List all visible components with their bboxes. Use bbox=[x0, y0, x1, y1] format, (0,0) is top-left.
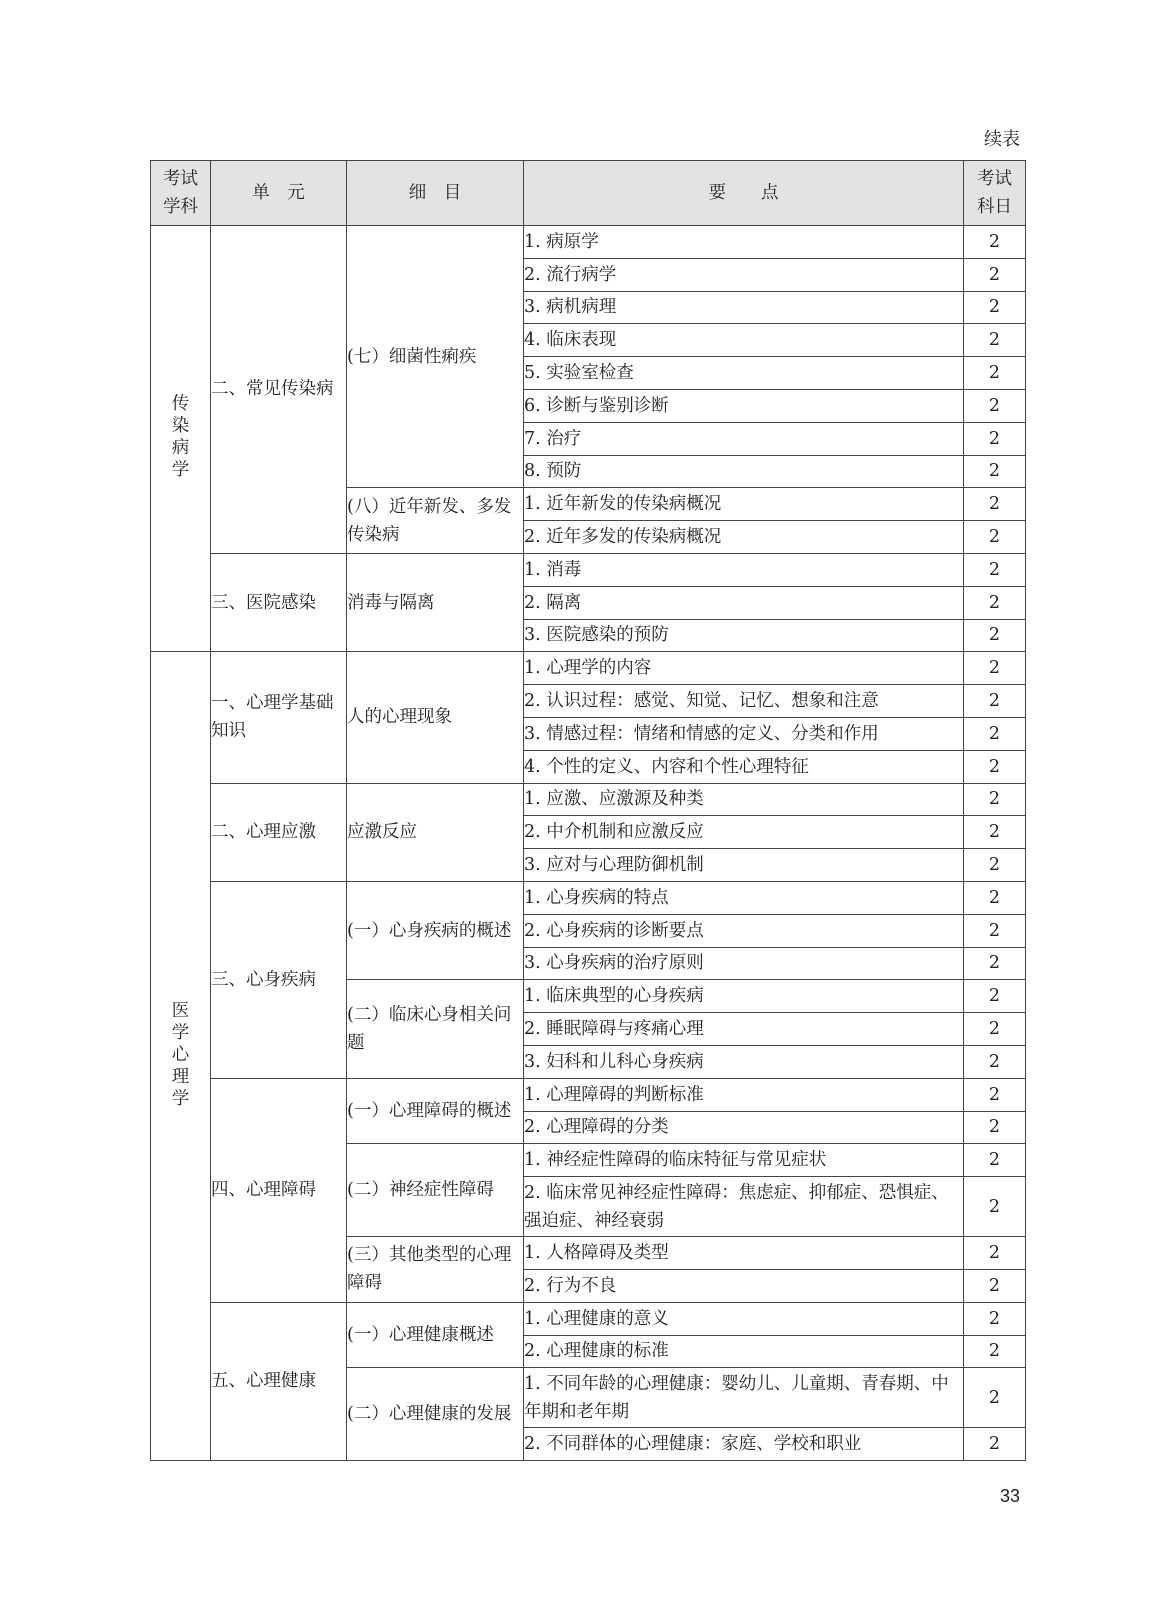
point-cell: 1. 心理学的内容 bbox=[524, 652, 964, 685]
table-row bbox=[151, 1302, 1026, 1335]
subject-cell bbox=[151, 652, 211, 1461]
point-cell: 2. 心理障碍的分类 bbox=[524, 1111, 964, 1144]
exam-day-cell: 2 bbox=[964, 553, 1026, 586]
point-cell: 1. 近年新发的传染病概况 bbox=[524, 488, 964, 521]
exam-day-cell: 2 bbox=[964, 422, 1026, 455]
exam-day-cell: 2 bbox=[964, 226, 1026, 259]
exam-day-cell: 2 bbox=[964, 586, 1026, 619]
exam-day-cell: 2 bbox=[964, 1078, 1026, 1111]
exam-day-cell: 2 bbox=[964, 1237, 1026, 1270]
table-row bbox=[151, 226, 1026, 259]
point-cell: 5. 实验室检查 bbox=[524, 357, 964, 390]
exam-day-cell: 2 bbox=[964, 1177, 1026, 1237]
point-cell: 2. 不同群体的心理健康：家庭、学校和职业 bbox=[524, 1428, 964, 1461]
exam-day-cell: 2 bbox=[964, 357, 1026, 390]
point-cell: 4. 临床表现 bbox=[524, 324, 964, 357]
exam-day-cell: 2 bbox=[964, 1144, 1026, 1177]
point-cell: 8. 预防 bbox=[524, 455, 964, 488]
point-cell: 2. 心理健康的标准 bbox=[524, 1335, 964, 1368]
exam-day-cell: 2 bbox=[964, 947, 1026, 980]
table-body bbox=[151, 226, 1026, 1461]
exam-day-cell: 2 bbox=[964, 849, 1026, 882]
detail-cell: 人的心理现象 bbox=[347, 652, 524, 783]
point-cell: 4. 个性的定义、内容和个性心理特征 bbox=[524, 750, 964, 783]
exam-day-cell: 2 bbox=[964, 980, 1026, 1013]
unit-cell: 三、医院感染 bbox=[211, 553, 347, 651]
detail-cell: (七）细菌性痢疾 bbox=[347, 226, 524, 488]
point-cell: 2. 睡眠障碍与疼痛心理 bbox=[524, 1013, 964, 1046]
point-cell: 2. 临床常见神经症性障碍：焦虑症、抑郁症、恐惧症、强迫症、神经衰弱 bbox=[524, 1177, 964, 1237]
header-subject: 考试学科 bbox=[151, 161, 211, 226]
point-cell: 1. 心身疾病的特点 bbox=[524, 881, 964, 914]
point-cell: 1. 人格障碍及类型 bbox=[524, 1237, 964, 1270]
point-cell: 2. 近年多发的传染病概况 bbox=[524, 521, 964, 554]
syllabus-table bbox=[150, 160, 1026, 1461]
point-cell: 3. 病机病理 bbox=[524, 291, 964, 324]
exam-day-cell: 2 bbox=[964, 291, 1026, 324]
point-cell: 1. 消毒 bbox=[524, 553, 964, 586]
detail-cell: 消毒与隔离 bbox=[347, 553, 524, 651]
point-cell: 1. 不同年龄的心理健康：婴幼儿、儿童期、青春期、中年期和老年期 bbox=[524, 1368, 964, 1428]
subject-cell bbox=[151, 226, 211, 652]
exam-day-cell: 2 bbox=[964, 1111, 1026, 1144]
exam-day-cell: 2 bbox=[964, 914, 1026, 947]
page-number: 33 bbox=[999, 1486, 1020, 1506]
point-cell: 1. 心理健康的意义 bbox=[524, 1302, 964, 1335]
exam-day-cell: 2 bbox=[964, 1269, 1026, 1302]
point-cell: 3. 医院感染的预防 bbox=[524, 619, 964, 652]
exam-day-cell: 2 bbox=[964, 1013, 1026, 1046]
detail-cell: 应激反应 bbox=[347, 783, 524, 881]
exam-day-cell: 2 bbox=[964, 1335, 1026, 1368]
point-cell: 1. 临床典型的心身疾病 bbox=[524, 980, 964, 1013]
table-row bbox=[151, 783, 1026, 816]
point-cell: 2. 行为不良 bbox=[524, 1269, 964, 1302]
point-cell: 1. 应激、应激源及种类 bbox=[524, 783, 964, 816]
table-header-row bbox=[151, 161, 1026, 226]
table-row bbox=[151, 881, 1026, 914]
exam-day-cell: 2 bbox=[964, 455, 1026, 488]
point-cell: 3. 心身疾病的治疗原则 bbox=[524, 947, 964, 980]
point-cell: 3. 应对与心理防御机制 bbox=[524, 849, 964, 882]
exam-day-cell: 2 bbox=[964, 488, 1026, 521]
unit-cell: 四、心理障碍 bbox=[211, 1078, 347, 1302]
exam-day-cell: 2 bbox=[964, 389, 1026, 422]
point-cell: 3. 情感过程：情绪和情感的定义、分类和作用 bbox=[524, 717, 964, 750]
point-cell: 1. 心理障碍的判断标准 bbox=[524, 1078, 964, 1111]
unit-cell: 一、心理学基础知识 bbox=[211, 652, 347, 783]
table-row bbox=[151, 553, 1026, 586]
unit-cell: 二、心理应激 bbox=[211, 783, 347, 881]
exam-day-cell: 2 bbox=[964, 258, 1026, 291]
detail-cell: (一）心身疾病的概述 bbox=[347, 881, 524, 979]
detail-cell: (二）心理健康的发展 bbox=[347, 1368, 524, 1461]
header-day: 考试科日 bbox=[964, 161, 1026, 226]
exam-day-cell: 2 bbox=[964, 816, 1026, 849]
point-cell: 1. 病原学 bbox=[524, 226, 964, 259]
exam-day-cell: 2 bbox=[964, 685, 1026, 718]
exam-day-cell: 2 bbox=[964, 1368, 1026, 1428]
point-cell: 7. 治疗 bbox=[524, 422, 964, 455]
header-unit: 单 元 bbox=[211, 161, 347, 226]
exam-day-cell: 2 bbox=[964, 324, 1026, 357]
point-cell: 3. 妇科和儿科心身疾病 bbox=[524, 1045, 964, 1078]
exam-day-cell: 2 bbox=[964, 750, 1026, 783]
header-point: 要 点 bbox=[524, 161, 964, 226]
detail-cell: (三）其他类型的心理障碍 bbox=[347, 1237, 524, 1303]
detail-cell: (二）神经症性障碍 bbox=[347, 1144, 524, 1237]
table-row bbox=[151, 1078, 1026, 1111]
unit-cell: 五、心理健康 bbox=[211, 1302, 347, 1460]
point-cell: 2. 心身疾病的诊断要点 bbox=[524, 914, 964, 947]
exam-day-cell: 2 bbox=[964, 1428, 1026, 1461]
exam-day-cell: 2 bbox=[964, 619, 1026, 652]
exam-day-cell: 2 bbox=[964, 881, 1026, 914]
exam-day-cell: 2 bbox=[964, 717, 1026, 750]
exam-day-cell: 2 bbox=[964, 521, 1026, 554]
point-cell: 1. 神经症性障碍的临床特征与常见症状 bbox=[524, 1144, 964, 1177]
unit-cell: 二、常见传染病 bbox=[211, 226, 347, 554]
exam-day-cell: 2 bbox=[964, 783, 1026, 816]
point-cell: 2. 流行病学 bbox=[524, 258, 964, 291]
table-row bbox=[151, 652, 1026, 685]
point-cell: 6. 诊断与鉴别诊断 bbox=[524, 389, 964, 422]
point-cell: 2. 认识过程：感觉、知觉、记忆、想象和注意 bbox=[524, 685, 964, 718]
detail-cell: (一）心理健康概述 bbox=[347, 1302, 524, 1368]
exam-day-cell: 2 bbox=[964, 1045, 1026, 1078]
header-detail: 细 目 bbox=[347, 161, 524, 226]
detail-cell: (二）临床心身相关问题 bbox=[347, 980, 524, 1078]
point-cell: 2. 中介机制和应激反应 bbox=[524, 816, 964, 849]
subject-label: 传染病学 bbox=[171, 394, 190, 481]
subject-label: 医学心理学 bbox=[171, 1000, 190, 1109]
detail-cell: (一）心理障碍的概述 bbox=[347, 1078, 524, 1144]
unit-cell: 三、心身疾病 bbox=[211, 881, 347, 1078]
point-cell: 2. 隔离 bbox=[524, 586, 964, 619]
detail-cell: (八）近年新发、多发传染病 bbox=[347, 488, 524, 554]
continued-table-label: 续表 bbox=[984, 129, 1020, 150]
exam-day-cell: 2 bbox=[964, 652, 1026, 685]
exam-day-cell: 2 bbox=[964, 1302, 1026, 1335]
